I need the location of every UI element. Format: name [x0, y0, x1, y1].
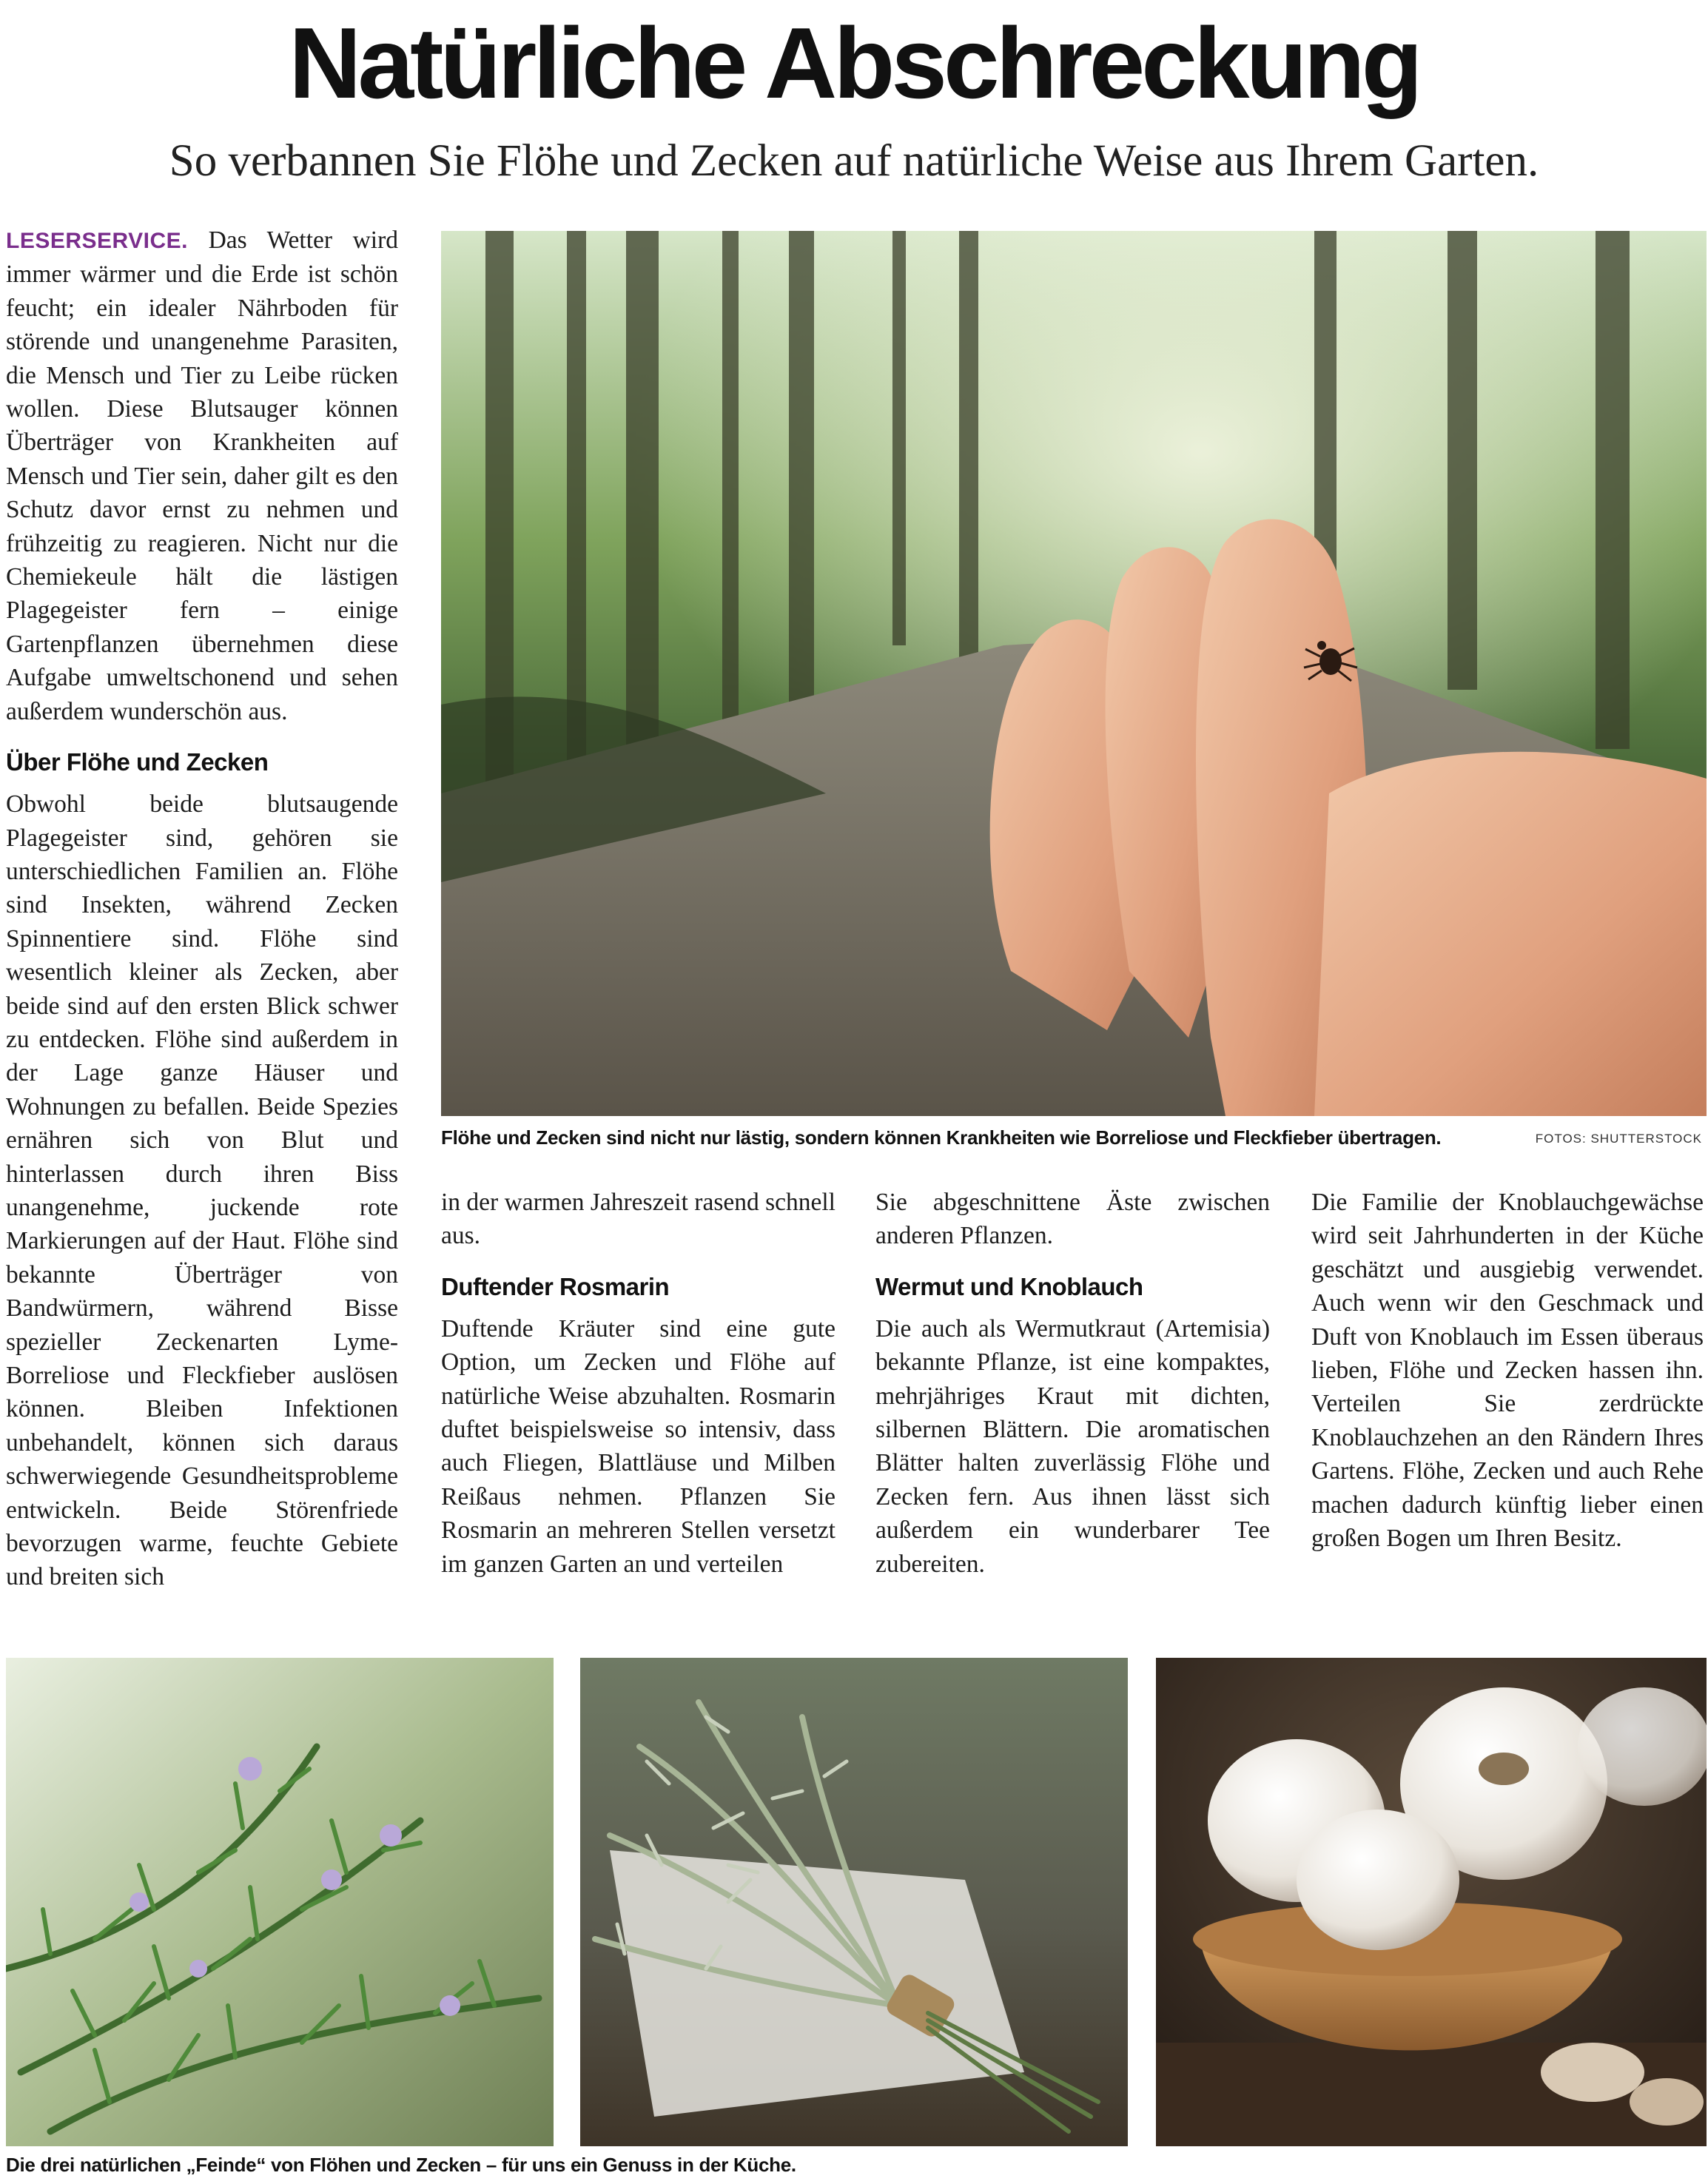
column-2	[441, 1186, 835, 1581]
section-text-rosemary: Duftende Kräuter sind eine gute Option, um Zecken und Flöhe auf natürliche Weise abzuhalten. Rosmarin duftet beispielsweise so intensiv, dass auch Fliegen, Blattläuse und Milben Reißaus nehmen. Pflanzen Sie Rosmarin an mehreren Stellen versetzt im ganzen Garten an und verteilen	[441, 1314, 835, 1578]
headline: Natürliche Abschreckung	[289, 7, 1419, 119]
column-4	[1311, 1186, 1704, 1555]
intro-text: Das Wetter wird immer wärmer und die Erde ist schön feucht; ein idealer Nährboden für störende und unangenehme Parasiten, die Mensch und Tier zu Leibe rücken wollen. Diese Blutsauger können Überträger von Krankheiten auf Mensch und Tier sein, daher gilt es den Schutz davor ernst zu nehmen und frühzeitig zu reagieren. Nicht nur die Chemiekeule hält die lästigen Plagegeister fern – einige Gartenpflanzen übernehmen diese Aufgabe umweltschonend und sehen außerdem wunderschön aus.	[6, 226, 399, 725]
section-text-fleas-ticks: Obwohl beide blutsaugende Plagegeister sind, gehören sie unterschiedlichen Familien an. Flöhe sind Insekten, während Zecken Spinnentiere sind. Flöhe sind wesentlich kleiner als Zecken, aber beide sind auf den ersten Blick schwer zu entdecken. Flöhe sind außerdem in der Lage ganze Häuser und Wohnungen zu befallen. Beide Spezies ernähren sich von Blut und hinterlassen durch ihren Biss unangenehme, juckende rote Markierungen auf der Haut. Flöhe sind bekannte Überträger von Bandwürmern, während Bisse spezieller Zeckenarten Lyme-Borreliose und Fleckfieber auslösen können. Bleiben Infektionen unbehandelt, können sich daraus schwerwiegende Gesundheitsprobleme entwickeln. Beide Störenfriede bevorzugen warme, feuchte Gebiete und breiten sich	[6, 790, 398, 1591]
subheadline: So verbannen Sie Flöhe und Zecken auf natürliche Weise aus Ihrem Garten.	[169, 136, 1539, 186]
column-3	[875, 1186, 1270, 1581]
column-1	[6, 224, 398, 1594]
section-heading-wormwood-garlic: Wermut und Knoblauch	[875, 1272, 1143, 1300]
col3-continuation: Sie abgeschnittene Äste zwischen anderen Pflanzen.	[875, 1189, 1270, 1250]
bottom-photos-caption: Die drei natürlichen „Feinde“ von Flöhen und Zecken – für uns ein Genuss in der Küche.	[6, 2154, 796, 2176]
photo-rosemary	[6, 1658, 554, 2146]
photo-garlic	[1156, 1658, 1707, 2146]
kicker: LESERSERVICE.	[6, 229, 189, 253]
main-photo-caption: Flöhe und Zecken sind nicht nur lästig, sondern können Krankheiten wie Borreliose und Fleckfieber übertragen.	[441, 1126, 1442, 1149]
section-text-garlic: Die Familie der Knoblauchgewächse wird seit Jahrhunderten in der Küche geschätzt und ausgiebig verwendet. Auch wenn wir den Geschmack und Duft von Knoblauch im Essen überaus lieben, Flöhe und Zecken hassen ihn. Verteilen Sie zerdrückte Knoblauchzehen an den Rändern Ihres Gartens. Flöhe, Zecken und auch Rehe machen dadurch künftig lieber einen großen Bogen um Ihren Besitz.	[1311, 1189, 1704, 1553]
col2-continuation: in der warmen Jahreszeit rasend schnell aus.	[441, 1189, 835, 1250]
section-heading-fleas-ticks: Über Flöhe und Zecken	[6, 748, 269, 776]
photo-credit: FOTOS: SHUTTERSTOCK	[1535, 1132, 1702, 1146]
photo-wormwood	[580, 1658, 1128, 2146]
main-photo-tick-on-finger	[441, 231, 1707, 1116]
intro-paragraph	[6, 224, 398, 728]
section-text-wormwood: Die auch als Wermutkraut (Artemisia) bekannte Pflanze, ist eine kompaktes, mehrjähriges Kraut mit dichten, silbernen Blättern. Die aromatischen Blätter halten zuverlässig Flöhe und Zecken fern. Aus ihnen lässt sich außerdem ein wunderbarer Tee zubereiten.	[875, 1314, 1270, 1578]
section-heading-rosemary: Duftender Rosmarin	[441, 1272, 670, 1300]
